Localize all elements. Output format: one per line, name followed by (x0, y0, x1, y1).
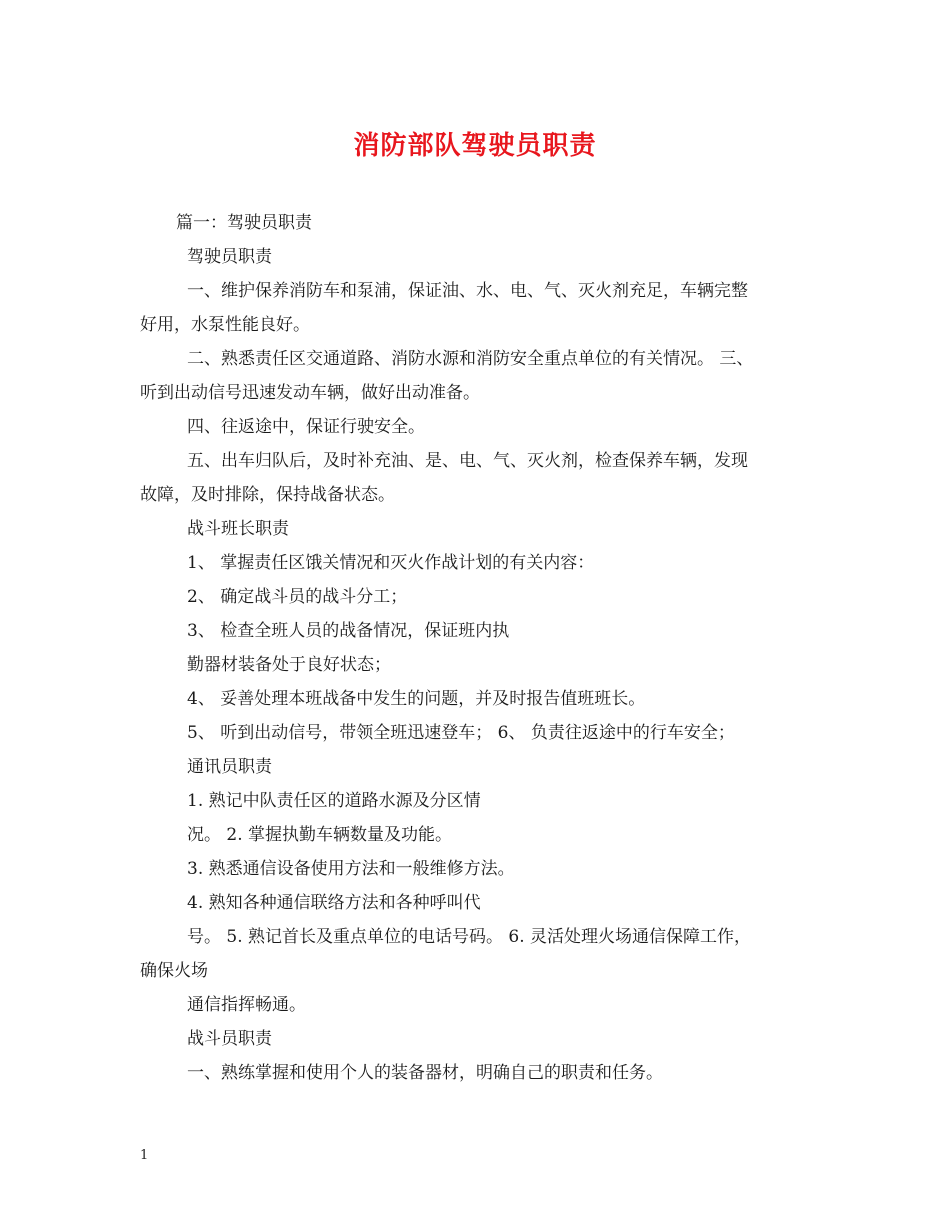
document-body (140, 206, 820, 1090)
list-item: 5、 听到出动信号，带领全班迅速登车； 6、 负责往返途中的行车安全； (187, 723, 735, 743)
list-item: 通信指挥畅通。 (187, 995, 306, 1015)
subsection-heading: 战斗员职责 (187, 1029, 272, 1049)
list-item: 1. 熟记中队责任区的道路水源及分区情 (187, 791, 481, 811)
subsection-heading: 战斗班长职责 (187, 519, 289, 539)
page-number: 1 (140, 1148, 149, 1163)
paragraph-line: 五、出车归队后，及时补充油、是、电、气、灭火剂，检查保养车辆，发现 (187, 451, 748, 471)
list-item: 1、 掌握责任区饿关情况和灭火作战计划的有关内容： (187, 553, 595, 573)
subsection-heading: 通讯员职责 (187, 757, 272, 777)
paragraph-line: 四、往返途中，保证行驶安全。 (187, 417, 425, 437)
list-item: 4、 妥善处理本班战备中发生的问题，并及时报告值班班长。 (187, 689, 646, 709)
list-item: 勤器材装备处于良好状态； (187, 655, 391, 675)
paragraph-line: 听到出动信号迅速发动车辆，做好出动准备。 (140, 383, 480, 403)
paragraph-line: 一、维护保养消防车和泵浦，保证油、水、电、气、灭火剂充足，车辆完整 (187, 281, 748, 301)
list-item: 3、 检查全班人员的战备情况，保证班内执 (187, 621, 510, 641)
section-heading: 篇一：驾驶员职责 (176, 213, 312, 233)
list-item: 况。 2. 掌握执勤车辆数量及功能。 (187, 825, 453, 845)
page-title: 消防部队驾驶员职责 (353, 131, 597, 161)
list-item: 确保火场 (140, 961, 208, 981)
paragraph-line: 一、熟练掌握和使用个人的装备器材，明确自己的职责和任务。 (187, 1063, 663, 1083)
subsection-heading: 驾驶员职责 (187, 247, 272, 267)
list-item: 4. 熟知各种通信联络方法和各种呼叫代 (187, 893, 481, 913)
list-item: 2、 确定战斗员的战斗分工； (187, 587, 408, 607)
paragraph-line: 好用，水泵性能良好。 (140, 315, 310, 335)
paragraph-line: 二、熟悉责任区交通道路、消防水源和消防安全重点单位的有关情况。 三、 (187, 349, 754, 369)
paragraph-line: 故障，及时排除，保持战备状态。 (140, 485, 395, 505)
list-item: 号。 5. 熟记首长及重点单位的电话号码。 6. 灵活处理火场通信保障工作， (187, 927, 752, 947)
list-item: 3. 熟悉通信设备使用方法和一般维修方法。 (187, 859, 515, 879)
